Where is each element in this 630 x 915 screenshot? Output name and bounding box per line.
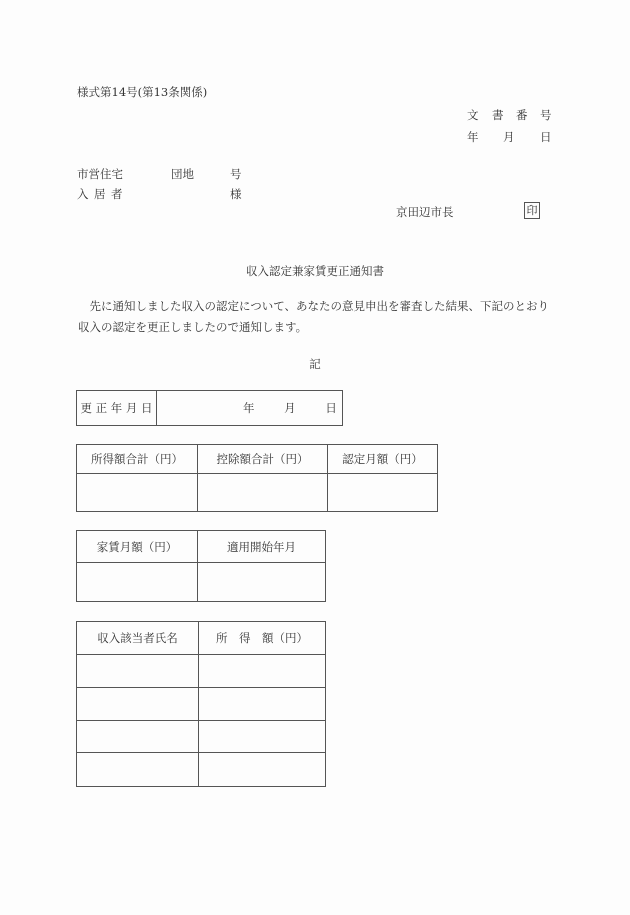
income-table <box>76 444 438 512</box>
seal-icon: 印 <box>524 202 540 219</box>
correction-date-field[interactable]: 年 月 日 <box>157 391 343 426</box>
header-income-total: 所得額合計（円） <box>77 445 198 474</box>
start-month-cell[interactable] <box>198 563 326 602</box>
header-deduction-total: 控除額合計（円） <box>198 445 328 474</box>
header-certified-monthly: 認定月額（円） <box>328 445 438 474</box>
correction-date-label: 更 正 年 月 日 <box>77 391 157 426</box>
body-text: 先に通知しました収入の認定について、あなたの意見申出を審査した結果、下記のとおり収入の認定を更正しましたので通知します。 <box>78 299 550 334</box>
income-amount-cell[interactable] <box>199 655 326 688</box>
income-total-cell[interactable] <box>77 474 198 512</box>
table-row <box>77 721 326 753</box>
earner-name-cell[interactable] <box>77 721 199 753</box>
header-monthly-rent: 家賃月額（円） <box>77 531 198 563</box>
rent-table <box>76 530 326 602</box>
table-row <box>77 655 326 688</box>
monthly-rent-cell[interactable] <box>77 563 198 602</box>
table-row <box>77 753 326 787</box>
header-income-amount: 所 得 額（円） <box>199 622 326 655</box>
document-title: 収入認定兼家賃更正通知書 <box>246 264 384 278</box>
form-number: 様式第14号(第13条関係) <box>77 85 208 99</box>
earners-table <box>76 621 326 787</box>
earner-name-cell[interactable] <box>77 753 199 787</box>
header-earner-name: 収入該当者氏名 <box>77 622 199 655</box>
earner-name-cell[interactable] <box>77 655 199 688</box>
header-start-month: 適用開始年月 <box>198 531 326 563</box>
income-amount-cell[interactable] <box>199 753 326 787</box>
table-row <box>77 688 326 721</box>
income-amount-cell[interactable] <box>199 721 326 753</box>
certified-monthly-cell[interactable] <box>328 474 438 512</box>
income-amount-cell[interactable] <box>199 688 326 721</box>
correction-date-table <box>76 390 343 426</box>
deduction-total-cell[interactable] <box>198 474 328 512</box>
earner-name-cell[interactable] <box>77 688 199 721</box>
ki-heading: 記 <box>309 357 321 371</box>
issuer-name: 京田辺市長 <box>396 205 454 219</box>
